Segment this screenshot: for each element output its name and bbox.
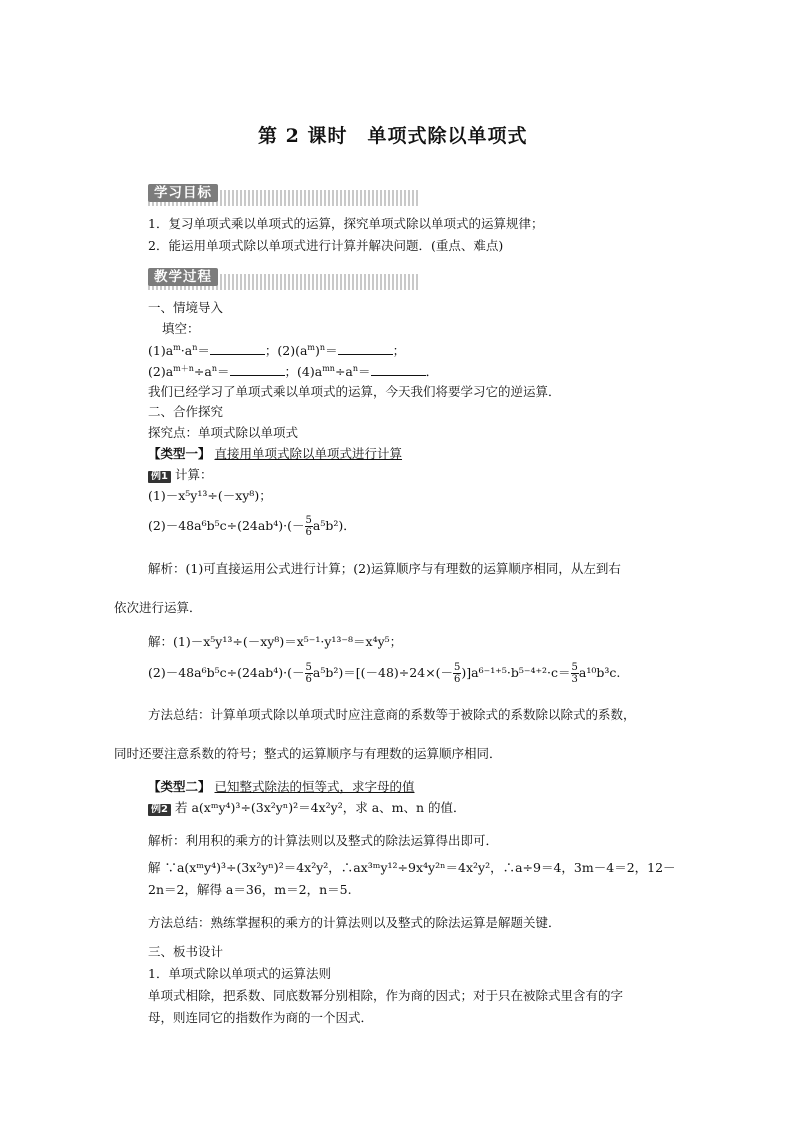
- fill-line-1: $(1)a^m\cdot a^n=$ ；$(2)(a^m)^n=$ ；: [148, 343, 406, 359]
- example2-tag: 例2: [148, 804, 171, 816]
- example2-prompt: 例2 若 a(xᵐy⁴)³÷(3x²yⁿ)²＝4x²y²，求 a、m、n 的值．: [148, 802, 466, 816]
- example1-analysis-2: 依次进行运算．: [114, 600, 202, 615]
- example1-solution-2: (2)－48a⁶b⁵c÷(24ab⁴)·(－ $\frac{5}{6}$ a⁵b²)＝[(－48)÷24×(－ $\frac{5}{6}$ )]a⁶⁻¹⁺⁵·b⁵⁻⁴⁺²·c＝ $\frac{5}{3}$ a¹⁰b³c.: [148, 662, 621, 685]
- example1-q1: (1)－x⁵y¹³÷(－xy⁸)；: [148, 488, 272, 503]
- answer-blank-3: [230, 365, 285, 376]
- answer-blank-4: [371, 365, 426, 376]
- answer-blank-1: [210, 344, 265, 355]
- example1-summary-2: 同时还要注意系数的符号；整式的运算顺序与有理数的运算顺序相同．: [114, 746, 502, 761]
- part2-heading: 二、合作探究: [148, 404, 224, 419]
- example1-analysis-1: 解析：(1)可直接运用公式进行计算；(2)运算顺序与有理数的运算顺序相同，从左到右: [148, 561, 621, 576]
- example2-solution-2: 2n＝2，解得 a＝36，m＝2，n＝5.: [148, 882, 352, 897]
- example1-solution-1: 解：(1)－x⁵y¹³÷(－xy⁸)＝x⁵⁻¹·y¹³⁻⁸＝x⁴y⁵；: [148, 634, 403, 649]
- board-item-1: 1．单项式除以单项式的运算法则: [148, 966, 331, 981]
- objective-2: 2．能运用单项式除以单项式进行计算并解决问题．(重点、难点): [148, 238, 504, 253]
- answer-blank-2: [338, 344, 393, 355]
- fill-label: 填空：: [162, 321, 200, 336]
- example1-summary-1: 方法总结：计算单项式除以单项式时应注意商的系数等于被除式的系数除以除式的系数，: [148, 707, 636, 722]
- part3-heading: 三、板书设计: [148, 944, 224, 959]
- page-title: 第 2 课时 单项式除以单项式: [258, 125, 528, 147]
- type2-header: 【类型二】 已知整式除法的恒等式，求字母的值: [148, 779, 415, 794]
- example2-solution-1: 解 ∵a(xᵐy⁴)³÷(3x²yⁿ)²＝4x²y²，∴ax³ᵐy¹²÷9x⁴y²ⁿ＝4x²y²，∴a÷9＝4，3m－4＝2，12－: [148, 860, 676, 875]
- fill-line-2: $(2)a^{m+n}\div a^n=$ ；$(4)a^{mn}\div a^n=$ ．: [148, 364, 439, 380]
- example1-q2: (2)－48a⁶b⁵c÷(24ab⁴)·(－ $\frac{5}{6}$ a⁵b²)．: [148, 515, 356, 538]
- intro-text: 我们已经学习了单项式乘以单项式的运算，今天我们将要学习它的逆运算．: [148, 384, 561, 399]
- example1-tag: 例1: [148, 471, 171, 483]
- explore-point: 探究点：单项式除以单项式: [148, 425, 299, 440]
- example2-summary: 方法总结：熟练掌握积的乘方的计算法则以及整式的除法运算是解题关键．: [148, 915, 561, 930]
- type1-header: 【类型一】 直接用单项式除以单项式进行计算: [148, 446, 403, 461]
- example2-analysis: 解析：利用积的乘方的计算法则以及整式的除法运算得出即可．: [148, 833, 499, 848]
- part1-heading: 一、情境导入: [148, 300, 224, 315]
- section-label-process: 教学过程: [148, 268, 218, 286]
- board-body-1: 单项式相除，把系数、同底数幂分别相除，作为商的因式；对于只在被除式里含有的字: [148, 988, 624, 1003]
- board-body-2: 母，则连同它的指数作为商的一个因式．: [148, 1010, 374, 1025]
- section-label-objectives: 学习目标: [148, 184, 218, 202]
- objective-1: 1．复习单项式乘以单项式的运算，探究单项式除以单项式的运算规律；: [148, 216, 544, 231]
- fraction-5-6: $\frac{5}{6}$: [305, 515, 312, 538]
- example1-prompt: 例1 计算：: [148, 469, 212, 483]
